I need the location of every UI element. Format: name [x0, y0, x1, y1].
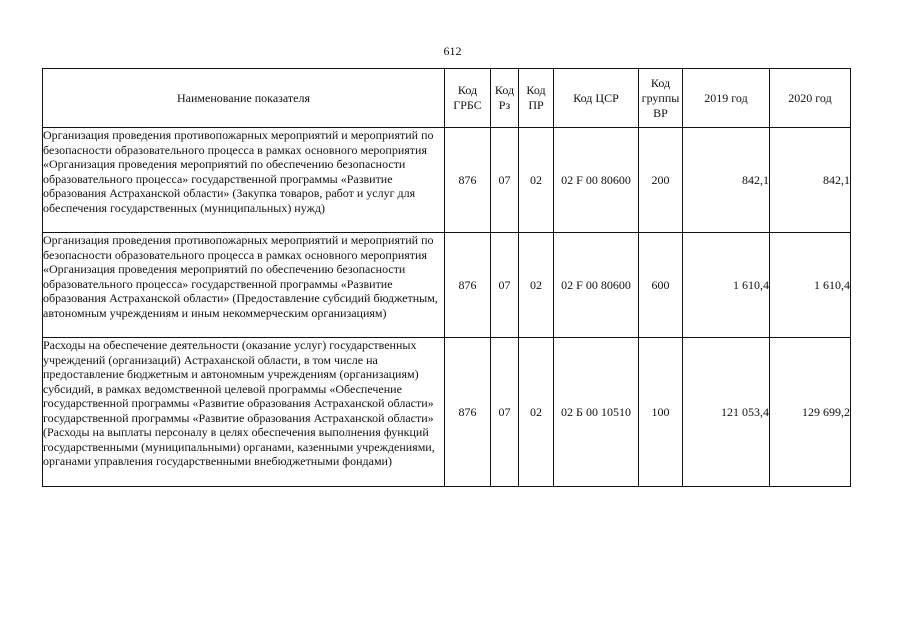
row-2019: 121 053,4	[683, 338, 770, 487]
row-grbs: 876	[445, 233, 491, 338]
row-grbs: 876	[445, 338, 491, 487]
row-name: Организация проведения противопожарных мероприятий и мероприятий по безопасности образовательного процесса в рамках основного мероприятия «Организация проведения мероприятий по обеспечению безопасности образовательного процесса» государственной программы «Развитие образования Астраханской области» (Закупка товаров, работ и услуг для обеспечения государственных (муниципальных) нужд)	[43, 128, 445, 233]
header-vr-line2: группы	[641, 90, 680, 105]
header-grbs-line1: Код	[457, 83, 478, 97]
row-csr: 02 Б 00 10510	[554, 338, 639, 487]
table-row	[43, 338, 851, 487]
row-2020: 129 699,2	[770, 338, 851, 487]
header-rz	[491, 69, 519, 128]
row-2019: 842,1	[683, 128, 770, 233]
row-csr: 02 F 00 80600	[554, 233, 639, 338]
header-pr	[519, 69, 554, 128]
row-rz: 07	[491, 233, 519, 338]
page-number: 612	[443, 44, 462, 58]
row-pr: 02	[519, 233, 554, 338]
header-row	[43, 69, 851, 128]
header-vr-line1: Код	[650, 75, 671, 90]
header-csr: Код ЦСР	[554, 69, 639, 128]
header-2019: 2019 год	[683, 69, 770, 128]
header-name: Наименование показателя	[43, 69, 445, 128]
header-rz-line1: Код	[494, 83, 515, 97]
table-header	[43, 69, 851, 128]
row-vr: 100	[639, 338, 683, 487]
row-rz: 07	[491, 338, 519, 487]
header-grbs-line2: ГРБС	[453, 98, 482, 112]
header-vr-line3: ВР	[653, 105, 668, 120]
header-pr-line2: ПР	[528, 98, 544, 112]
budget-table	[42, 68, 851, 487]
row-2020: 842,1	[770, 128, 851, 233]
header-vr	[639, 69, 683, 128]
header-rz-line2: Рз	[498, 98, 511, 112]
row-pr: 02	[519, 128, 554, 233]
row-2019: 1 610,4	[683, 233, 770, 338]
table-row	[43, 128, 851, 233]
header-2020: 2020 год	[770, 69, 851, 128]
row-name: Организация проведения противопожарных мероприятий и мероприятий по безопасности образовательного процесса в рамках основного мероприятия «Организация проведения мероприятий по обеспечению безопасности образовательного процесса» государственной программы «Развитие образования Астраханской области» (Предоставление субсидий бюджетным, автономным учреждениям и иным некоммерческим организациям)	[43, 233, 445, 338]
row-pr: 02	[519, 338, 554, 487]
table-row	[43, 233, 851, 338]
row-name: Расходы на обеспечение деятельности (оказание услуг) государственных учреждений (организаций) Астраханской области, в том числе на предоставление бюджетным и автономным учреждениям (организациям) субсидий, в рамках ведомственной целевой программы «Обеспечение государственной программы «Развитие образования Астраханской области» государственной программы «Развитие образования Астраханской области» (Расходы на выплаты персоналу в целях обеспечения выполнения функций государственными (муниципальными) органами, казенными учреждениями, органами управления государственными внебюджетными фондами)	[43, 338, 445, 487]
header-grbs	[445, 69, 491, 128]
row-vr: 600	[639, 233, 683, 338]
row-2020: 1 610,4	[770, 233, 851, 338]
header-pr-line1: Код	[526, 83, 546, 97]
table-body	[43, 128, 851, 487]
row-csr: 02 F 00 80600	[554, 128, 639, 233]
row-rz: 07	[491, 128, 519, 233]
row-vr: 200	[639, 128, 683, 233]
row-grbs: 876	[445, 128, 491, 233]
